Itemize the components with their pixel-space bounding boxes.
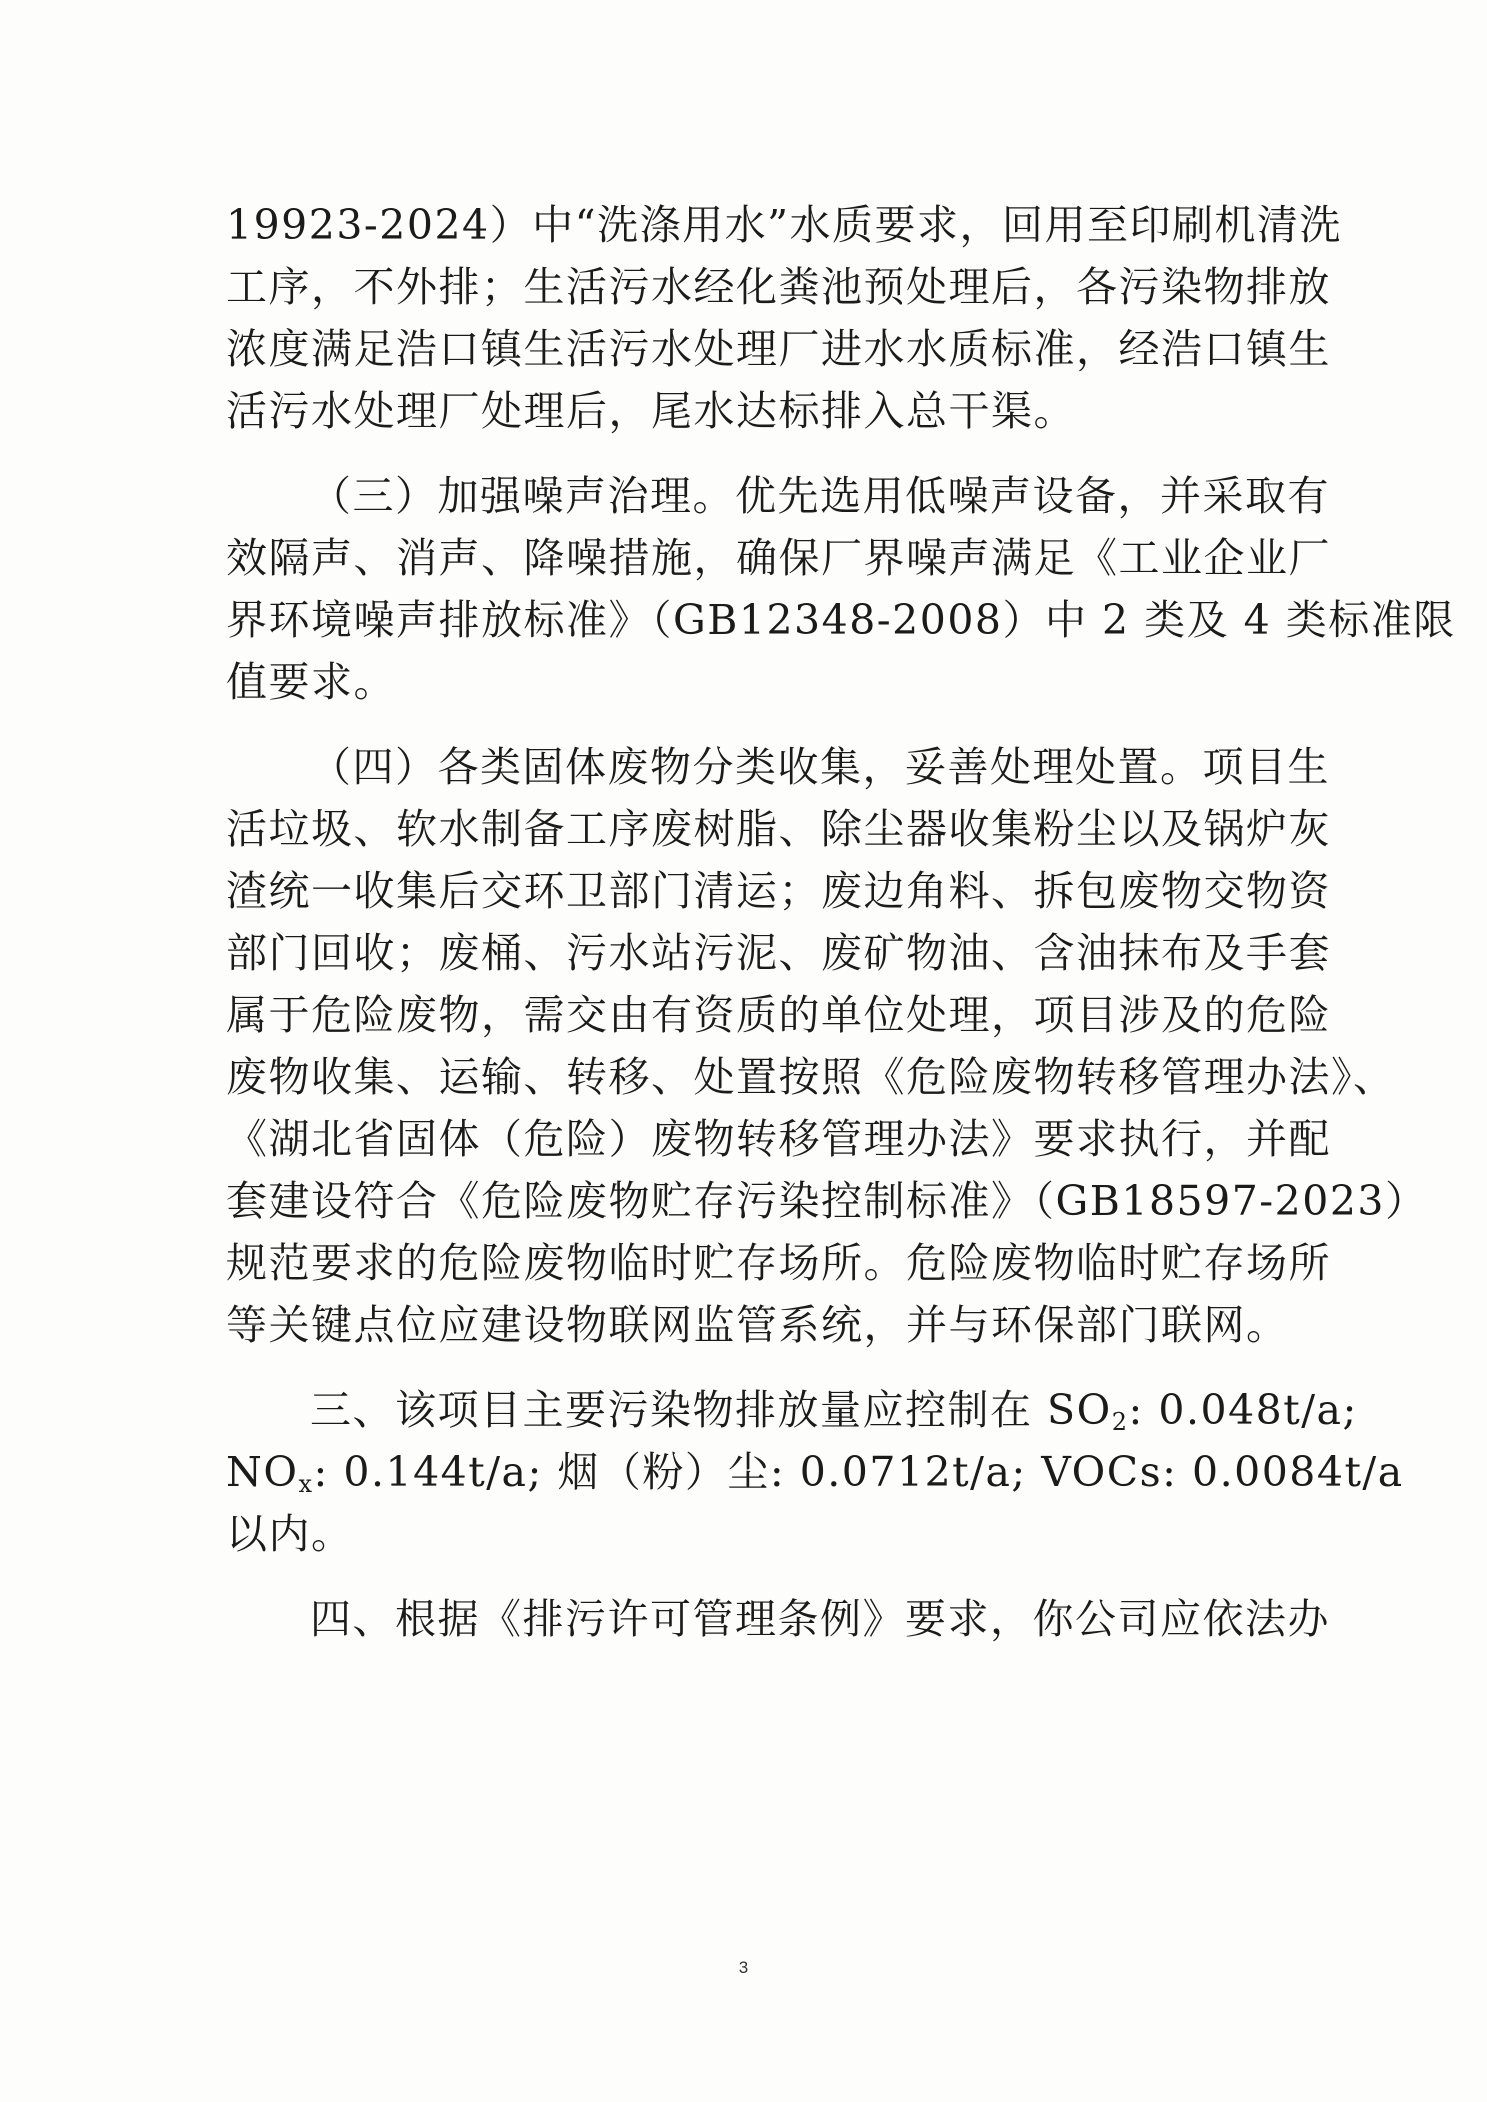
line-text: 《湖北省固体（危险）废物转移管理办法》要求执行，并配 [226, 1115, 1331, 1163]
text-line [226, 528, 1331, 588]
line-text-continued: : 0.048t/a; [1128, 1386, 1358, 1434]
text-line [226, 923, 1331, 983]
line-text: 渣统一收集后交环卫部门清运；废边角料、拆包废物交物资 [226, 867, 1331, 915]
line-text: 界环境噪声排放标准》（GB12348-2008）中 2 类及 4 类标准限 [226, 596, 1456, 644]
line-text: 套建设符合《危险废物贮存污染控制标准》（GB18597-2023） [226, 1177, 1428, 1225]
text-line [226, 799, 1331, 859]
text-line [226, 985, 1331, 1045]
line-text: （三）加强噪声治理。优先选用低噪声设备，并采取有 [310, 472, 1330, 520]
line-text: 四、根据《排污许可管理条例》要求，你公司应依法办 [310, 1595, 1330, 1643]
line-text: 活污水处理厂处理后，尾水达标排入总干渠。 [226, 387, 1076, 435]
line-text: 效隔声、消声、降噪措施，确保厂界噪声满足《工业企业厂 [226, 534, 1331, 582]
text-line [226, 1171, 1428, 1231]
page-number: 3 [738, 1958, 749, 1977]
text-line [226, 861, 1331, 921]
line-text: 三、该项目主要污染物排放量应控制在 SO [310, 1386, 1112, 1434]
text-line [226, 1233, 1331, 1293]
text-line [310, 1380, 1358, 1440]
line-text: 浓度满足浩口镇生活污水处理厂进水水质标准，经浩口镇生 [226, 325, 1331, 373]
subscript: 2 [1111, 1408, 1129, 1436]
text-line [226, 652, 396, 712]
line-text: 规范要求的危险废物临时贮存场所。危险废物临时贮存场所 [226, 1239, 1331, 1287]
text-line [226, 1295, 1289, 1355]
line-text: 属于危险废物，需交由有资质的单位处理，项目涉及的危险 [226, 991, 1331, 1039]
line-text: 工序，不外排；生活污水经化粪池预处理后，各污染物排放 [226, 263, 1331, 311]
line-text: 以内。 [226, 1510, 354, 1558]
text-line [226, 1109, 1331, 1169]
line-text-continued: : 0.144t/a; 烟（粉）尘: 0.0712t/a; VOCs: 0.0084t/a [313, 1448, 1404, 1496]
text-line [226, 1442, 1404, 1502]
text-line [226, 195, 1343, 255]
line-text: （四）各类固体废物分类收集，妥善处理处置。项目生 [310, 743, 1330, 791]
text-line [310, 466, 1330, 526]
text-line [226, 257, 1331, 317]
subscript: x [298, 1470, 314, 1498]
text-line [310, 737, 1330, 797]
text-line [226, 319, 1331, 379]
text-line [310, 1589, 1330, 1649]
line-text: 值要求。 [226, 658, 396, 706]
text-line [226, 1047, 1396, 1107]
line-text: 19923-2024）中“洗涤用水”水质要求，回用至印刷机清洗 [226, 201, 1343, 249]
text-line [226, 590, 1456, 650]
line-text: 等关键点位应建设物联网监管系统，并与环保部门联网。 [226, 1301, 1289, 1349]
line-text: 部门回收；废桶、污水站污泥、废矿物油、含油抹布及手套 [226, 929, 1331, 977]
line-text: 废物收集、运输、转移、处置按照《危险废物转移管理办法》、 [226, 1053, 1396, 1101]
line-text: 活垃圾、软水制备工序废树脂、除尘器收集粉尘以及锅炉灰 [226, 805, 1331, 853]
text-line [226, 1504, 354, 1564]
line-text: NO [226, 1448, 299, 1496]
text-line [226, 381, 1076, 441]
